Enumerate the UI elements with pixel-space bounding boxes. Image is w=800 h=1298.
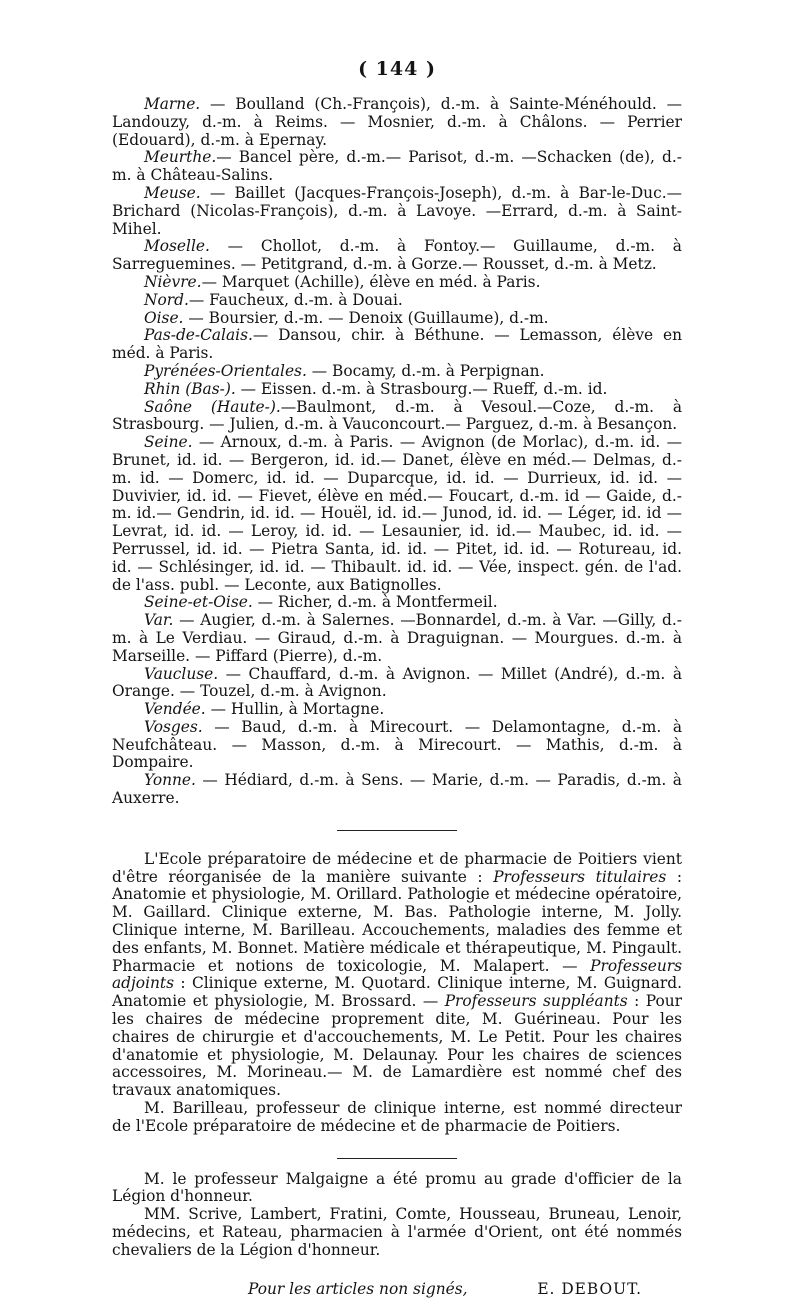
- department-entry: [112, 274, 682, 292]
- legion-honneur-notice: [112, 1171, 682, 1260]
- department-text: — Boursier, d.-m. — Denoix (Guillaume), d.-m.: [183, 308, 549, 327]
- department-name: Saône (Haute-).: [144, 397, 281, 416]
- department-name: Var.: [144, 611, 174, 630]
- department-text: — Arnoux, d.-m. à Paris. — Avignon (de Morlac), d.-m. id. — Brunet, id. id. — Bergeron, id. id.— Danet, élève en méd.— Delmas, d.-m. id. — Domerc, id. id. — Duparcque, id. id. — Durrieux, id. id. — Duvivier, id. id. — Fievet, élève en méd.— Foucart, d.-m. id — Gaide, d.-m. id.— Gendrin, id. id. — Houël, id. id.— Junod, id. id. — Léger, id. id — Levrat, id. id. — Leroy, id. id. — Lesaunier, id. id.— Maubec, id. id. — Perrussel, id. id. — Pietra Santa, id. id. — Pitet, id. id. — Rotureau, id. id. — Schlésinger, id. id. — Thibault. id. id. — Vée, inspect. gén. de l'ad. de l'ass. publ. — Leconte, aux Batignolles.: [112, 433, 682, 594]
- department-entry: [112, 612, 682, 665]
- department-text: —Baulmont, d.-m. à Vesoul.—Coze, d.-m. à Strasbourg. — Julien, d.-m. à Vauconcourt.— Parguez, d.-m. à Besançon.: [112, 397, 682, 434]
- department-name: Seine.: [144, 433, 193, 452]
- department-name: Yonne.: [144, 771, 196, 790]
- department-text: — Bocamy, d.-m. à Perpignan.: [306, 361, 545, 380]
- department-entry: [112, 434, 682, 594]
- department-text: — Hédiard, d.-m. à Sens. — Marie, d.-m. — Paradis, d.-m. à Auxerre.: [112, 771, 682, 808]
- ecole-poitiers-notice: [112, 851, 682, 1136]
- department-name: Pas-de-Calais.: [144, 326, 253, 345]
- adjoints-heading: Professeurs adjoints: [112, 956, 682, 993]
- department-name: Marne.: [144, 95, 201, 113]
- department-entry: [112, 327, 682, 363]
- department-text: — Eissen. d.-m. à Strasbourg.— Rueff, d.-m. id.: [235, 379, 608, 398]
- signature-name: E. DEBOUT.: [537, 1279, 642, 1298]
- ecole-text: : Anatomie et physiologie, M. Orillard. Pathologie et médecine opératoire, M. Gaillard. Clinique externe, M. Bas. Pathologie interne, M. Jolly. Clinique interne, M. Barilleau. Accouchements, maladies des femme et des enfants, M. Bonnet. Matière médicale et thérapeutique, M. Pingault. Pharmacie et notions de toxicologie, M. Malapert. —: [112, 867, 682, 975]
- department-name: Seine-et-Oise.: [144, 593, 253, 612]
- department-text: — Baud, d.-m. à Mirecourt. — Delamontagne, d.-m. à Neufchâteau. — Masson, d.-m. à Mirecourt. — Mathis, d.-m. à Dompaire.: [112, 717, 682, 772]
- department-name: Moselle.: [144, 237, 210, 256]
- signature-note: Pour les articles non signés,: [248, 1279, 468, 1298]
- ecole-text: : Pour les chaires de médecine proprement dite, M. Guérineau. Pour les chaires de chirurgie et d'accouchements, M. Le Petit. Pour les chaires d'anatomie et physiologie, M. Delaunay. Pour les chaires de sciences accessoires, M. Morineau.— M. de Lamardière est nommé chef des travaux anatomiques.: [112, 992, 682, 1100]
- ecole-director-paragraph: M. Barilleau, professeur de clinique interne, est nommé directeur de l'Ecole préparatoire de médecine et de pharmacie de Poitiers.: [112, 1099, 682, 1135]
- chevaliers-paragraph: MM. Scrive, Lambert, Fratini, Comte, Housseau, Bruneau, Lenoir, médecins, et Rateau, pharmacien à l'armée d'Orient, ont été nommés chevaliers de la Légion d'honneur.: [112, 1205, 682, 1259]
- department-entry: [112, 96, 682, 149]
- department-text: — Bancel père, d.-m.— Parisot, d.-m. —Schacken (de), d.-m. à Château-Salins.: [112, 148, 682, 185]
- section-divider: [337, 830, 457, 831]
- department-name: Oise.: [144, 308, 184, 327]
- department-name: Vaucluse.: [144, 664, 219, 683]
- department-entry: [112, 381, 682, 399]
- department-name: Vendée.: [144, 700, 206, 719]
- suppleants-heading: Professeurs suppléants: [444, 992, 628, 1011]
- department-entry: [112, 310, 682, 328]
- malgaigne-paragraph: M. le professeur Malgaigne a été promu au grade d'officier de la Légion d'honneur.: [112, 1169, 682, 1206]
- department-text: — Marquet (Achille), élève en méd. à Paris.: [201, 272, 541, 291]
- department-text: — Richer, d.-m. à Montfermeil.: [252, 593, 498, 612]
- ecole-paragraph: [112, 851, 682, 1100]
- department-list: [112, 96, 682, 808]
- department-entry: [112, 363, 682, 381]
- page-number: ( 144 ): [358, 58, 436, 80]
- department-entry: [112, 772, 682, 808]
- page: [112, 58, 682, 1298]
- department-entry: [112, 701, 682, 719]
- department-text: — Baillet (Jacques-François-Joseph), d.-m. à Bar-le-Duc.— Brichard (Nicolas-François), d.-m. à Lavoye. —Errard, d.-m. à Saint-Mihel.: [112, 183, 682, 238]
- titulaires-heading: Professeurs titulaires: [493, 867, 667, 886]
- department-text: — Boulland (Ch.-François), d.-m. à Sainte-Ménéhould. — Landouzy, d.-m. à Reims. — Mosnier, d.-m. à Châlons. — Perrier (Edouard), d.-m. à Epernay.: [112, 95, 682, 149]
- department-name: Nièvre.: [144, 272, 202, 291]
- department-text: — Dansou, chir. à Béthune. — Lemasson, élève en méd. à Paris.: [112, 326, 682, 363]
- department-entry: [112, 594, 682, 612]
- department-entry: [112, 238, 682, 274]
- department-text: — Hullin, à Mortagne.: [205, 700, 385, 719]
- department-entry: [112, 185, 682, 238]
- department-entry: [112, 149, 682, 185]
- department-name: Vosges.: [144, 717, 203, 736]
- department-entry: [112, 292, 682, 310]
- department-entry: [112, 719, 682, 772]
- department-name: Rhin (Bas-).: [144, 379, 236, 398]
- department-name: Meurthe.: [144, 148, 217, 167]
- department-text: — Augier, d.-m. à Salernes. —Bonnardel, d.-m. à Var. —Gilly, d.-m. à Le Verdiau. — Giraud, d.-m. à Draguignan. — Mourgues. d.-m. à Marseille. — Piffard (Pierre), d.-m.: [112, 611, 682, 665]
- department-text: — Chauffard, d.-m. à Avignon. — Millet (André), d.-m. à Orange. — Touzel, d.-m. à Avignon.: [112, 664, 682, 701]
- department-text: — Faucheux, d.-m. à Douai.: [188, 290, 403, 309]
- department-text: — Chollot, d.-m. à Fontoy.— Guillaume, d.-m. à Sarreguemines. — Petitgrand, d.-m. à Gorze.— Rousset, d.-m. à Metz.: [112, 237, 682, 274]
- department-name: Meuse.: [144, 183, 201, 202]
- ecole-text: : Clinique externe, M. Quotard. Clinique interne, M. Guignard. Anatomie et physiologie, M. Brossard. —: [112, 974, 682, 1011]
- department-name: Nord.: [144, 290, 189, 309]
- ecole-text: L'Ecole préparatoire de médecine et de pharmacie de Poitiers vient d'être réorganisée de la manière suivante :: [112, 849, 682, 886]
- department-entry: [112, 399, 682, 435]
- signature-line: [112, 1280, 682, 1298]
- section-divider: [337, 1158, 457, 1159]
- department-name: Pyrénées-Orientales.: [144, 361, 307, 380]
- department-entry: [112, 666, 682, 702]
